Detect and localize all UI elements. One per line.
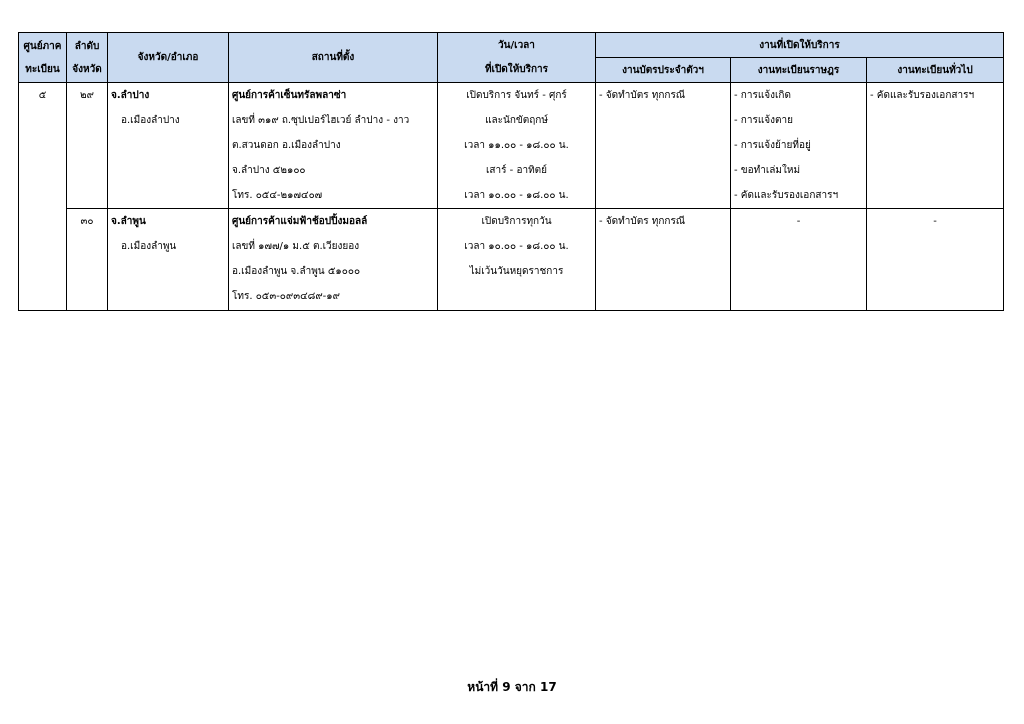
location-line: ต.สวนดอก อ.เมืองลำปาง <box>232 140 341 151</box>
header-svc-general: งานทะเบียนทั่วไป <box>867 58 1004 83</box>
svc-civil-item: - การแจ้งเกิด <box>734 90 791 101</box>
district-name: อ.เมืองลำพูน <box>121 241 177 252</box>
location-line: โทร. ๐๕๓-๐๙๓๔๘๙-๑๙ <box>232 291 340 302</box>
order-cell: ๒๙ <box>67 83 108 209</box>
time-line: เสาร์ - อาทิตย์ <box>485 165 548 176</box>
location-line: อ.เมืองลำพูน จ.ลำพูน ๕๑๐๐๐ <box>232 266 361 277</box>
province-cell <box>108 209 229 311</box>
header-svc-civil: งานทะเบียนราษฎร <box>731 58 867 83</box>
header-region-line1: ศูนย์ภาค <box>23 40 62 52</box>
province-name: จ.ลำพูน <box>111 216 146 227</box>
svc-civil-cell <box>731 209 867 311</box>
location-line: เลขที่ ๓๑๙ ถ.ซุปเปอร์ไฮเวย์ ลำปาง - งาว <box>232 115 410 126</box>
header-location: สถานที่ตั้ง <box>229 33 438 83</box>
time-line: และนักขัตฤกษ์ <box>485 115 548 126</box>
region-cell: ๕ <box>19 83 67 209</box>
location-name: ศูนย์การค้าเซ็นทรัลพลาซ่า <box>232 90 347 101</box>
service-centers-table <box>18 32 1004 311</box>
header-province: จังหวัด/อำเภอ <box>108 33 229 83</box>
svc-id-item: - จัดทำบัตร ทุกกรณี <box>599 90 686 101</box>
time-line: เวลา ๑๐.๐๐ - ๑๘.๐๐ น. <box>464 241 569 252</box>
svc-general-cell <box>867 209 1004 311</box>
location-line: เลขที่ ๑๗๗/๑ ม.๕ ต.เวียงยอง <box>232 241 360 252</box>
header-region-line2: ทะเบียน <box>25 63 60 75</box>
time-line: ไม่เว้นวันหยุดราชการ <box>469 266 564 277</box>
header-region <box>19 33 67 83</box>
time-line: เปิดบริการทุกวัน <box>481 216 552 227</box>
table-row <box>19 209 1004 311</box>
svc-general-cell <box>867 83 1004 209</box>
location-cell <box>229 83 438 209</box>
svc-civil-item: - การแจ้งย้ายที่อยู่ <box>734 140 811 151</box>
location-name: ศูนย์การค้าแจ่มฟ้าช้อปปิ้งมอลล์ <box>232 216 368 227</box>
province-cell <box>108 83 229 209</box>
order-cell: ๓๐ <box>67 209 108 311</box>
location-cell <box>229 209 438 311</box>
header-time-line2: ที่เปิดให้บริการ <box>438 58 596 83</box>
location-line: โทร. ๐๕๔-๒๑๗๔๐๗ <box>232 190 323 201</box>
header-svc-id: งานบัตรประจำตัวฯ <box>596 58 731 83</box>
header-order-line2: จังหวัด <box>72 63 102 75</box>
svc-id-cell <box>596 209 731 311</box>
header-services: งานที่เปิดให้บริการ <box>596 33 1004 58</box>
svc-civil-item: - ขอทำเล่มใหม่ <box>734 165 801 176</box>
table-row <box>19 83 1004 209</box>
svc-id-cell <box>596 83 731 209</box>
region-cell <box>19 209 67 311</box>
svc-id-item: - จัดทำบัตร ทุกกรณี <box>599 216 686 227</box>
time-line: เปิดบริการ จันทร์ - ศุกร์ <box>466 90 567 101</box>
svc-civil-item: - การแจ้งตาย <box>734 115 793 126</box>
province-name: จ.ลำปาง <box>111 90 150 101</box>
time-line: เวลา ๑๐.๐๐ - ๑๘.๐๐ น. <box>464 190 569 201</box>
svc-general-dash: - <box>933 216 937 227</box>
svc-civil-dash: - <box>796 216 801 227</box>
district-name: อ.เมืองลำปาง <box>121 115 180 126</box>
svc-civil-item: - คัดและรับรองเอกสารฯ <box>734 190 839 201</box>
time-cell <box>438 83 596 209</box>
time-line: เวลา ๑๑.๐๐ - ๑๘.๐๐ น. <box>464 140 569 151</box>
svc-general-item: - คัดและรับรองเอกสารฯ <box>870 90 975 101</box>
time-cell <box>438 209 596 311</box>
svc-civil-cell <box>731 83 867 209</box>
header-order <box>67 33 108 83</box>
page-footer: หน้าที่ 9 จาก 17 <box>467 680 557 694</box>
header-time-line1: วัน/เวลา <box>438 33 596 58</box>
header-order-line1: ลำดับ <box>74 40 100 52</box>
location-line: จ.ลำปาง ๕๒๑๐๐ <box>232 165 306 176</box>
